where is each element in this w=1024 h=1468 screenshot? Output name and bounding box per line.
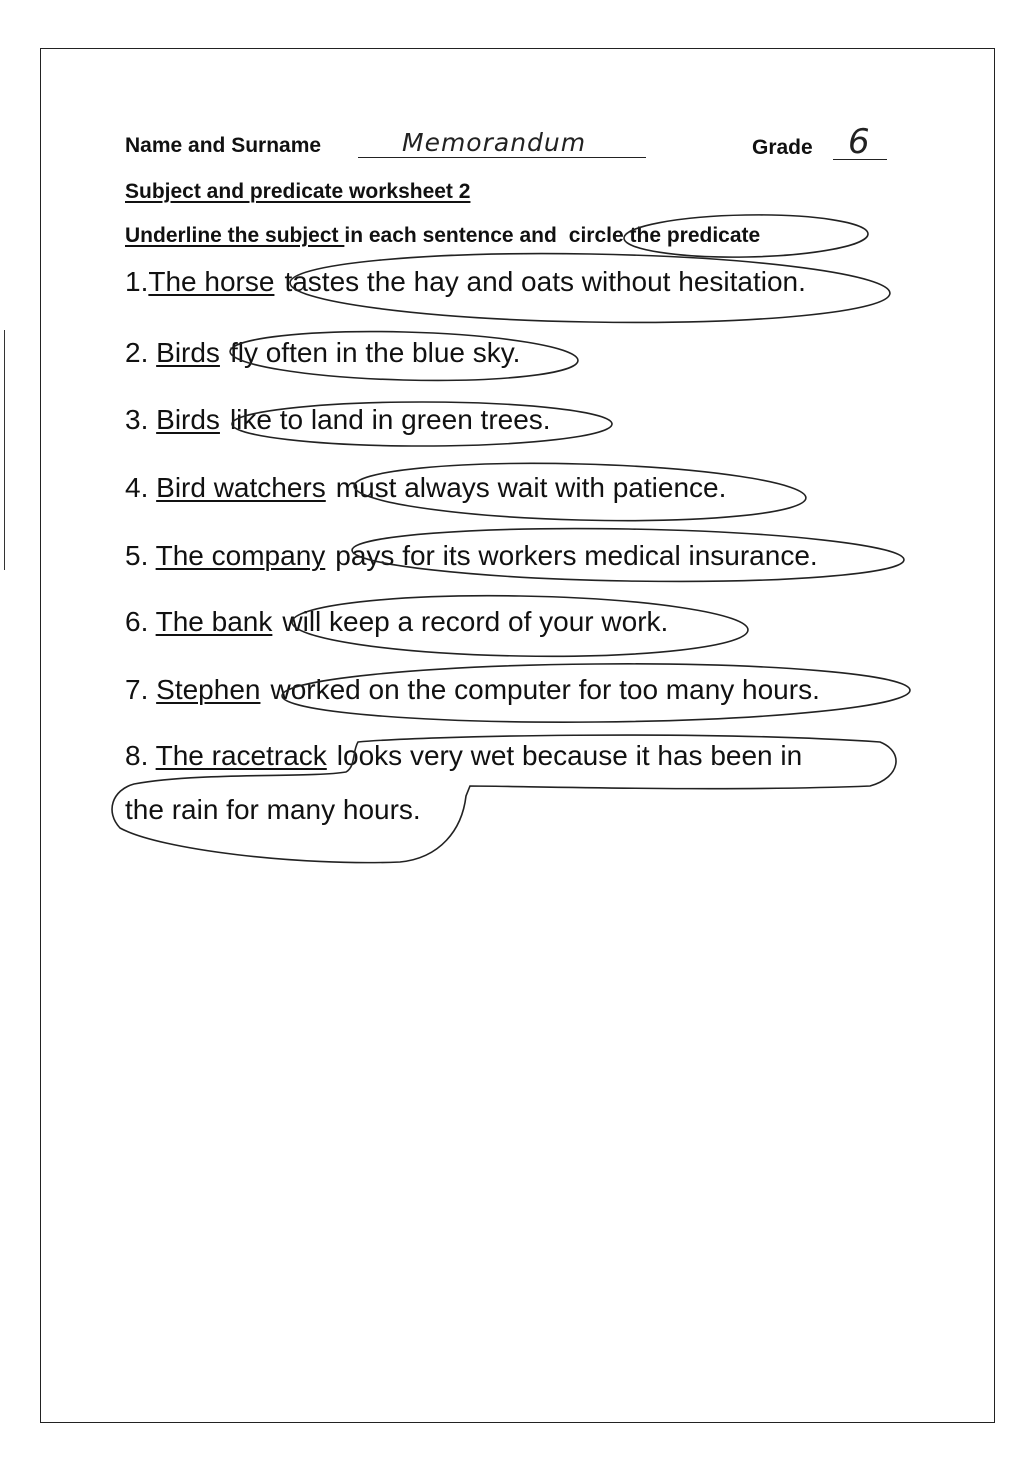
name-label: Name and Surname (125, 134, 322, 157)
sentence-5 (125, 540, 818, 572)
sentence-subject: Birds (156, 404, 220, 435)
instruction-circle-part: circle the predicate (568, 224, 761, 247)
sentence-number: 1. (125, 266, 149, 297)
sentence-7 (125, 674, 820, 706)
sentence-subject: The horse (148, 266, 275, 297)
sentence-2 (125, 337, 520, 369)
worksheet-title: Subject and predicate worksheet 2 (125, 180, 471, 203)
sentence-predicate: fly often in the blue sky. (229, 337, 521, 368)
sentence-number: 6. (125, 606, 156, 637)
sentence-3 (125, 404, 551, 436)
grade-handwritten-value: 6 (848, 122, 871, 162)
sentence-subject: The racetrack (155, 740, 327, 771)
sentence-predicate-continuation: the rain for many hours. (125, 794, 421, 825)
sentence-subject: The company (155, 540, 326, 571)
sentence-6 (125, 606, 668, 638)
scan-edge-mark (4, 330, 5, 570)
sentence-predicate: looks very wet because it has been in (336, 740, 803, 771)
sentence-number: 3. (125, 404, 157, 435)
name-blank-line (358, 157, 646, 158)
instruction (125, 224, 760, 248)
instruction-middle-part: in each sentence and (344, 224, 557, 247)
worksheet-border (40, 48, 995, 1423)
sentence-number: 4. (125, 472, 157, 503)
sentence-number: 5. (125, 540, 156, 571)
name-handwritten-value: Memorandum (402, 128, 587, 157)
sentence-subject: The bank (155, 606, 273, 637)
sentence-subject: Birds (156, 337, 220, 368)
sentence-predicate: like to land in green trees. (229, 404, 551, 435)
sentence-predicate: worked on the computer for too many hours. (270, 674, 820, 705)
sentence-predicate: will keep a record of your work. (282, 606, 669, 637)
sentence-4 (125, 472, 726, 504)
sentence-predicate: tastes the hay and oats without hesitation. (284, 266, 806, 297)
sentence-number: 7. (125, 674, 157, 705)
instruction-underline-part: Underline the subject (125, 224, 345, 247)
sentence-number: 8. (125, 740, 156, 771)
sentence-8-continuation (125, 794, 421, 826)
sentence-1 (125, 266, 806, 298)
sentence-8 (125, 740, 802, 772)
sentence-predicate: must always wait with patience. (335, 472, 727, 503)
sentence-predicate: pays for its workers medical insurance. (335, 540, 818, 571)
sentence-number: 2. (125, 337, 157, 368)
sentence-subject: Bird watchers (156, 472, 326, 503)
grade-label: Grade (752, 136, 813, 159)
sentence-subject: Stephen (156, 674, 261, 705)
